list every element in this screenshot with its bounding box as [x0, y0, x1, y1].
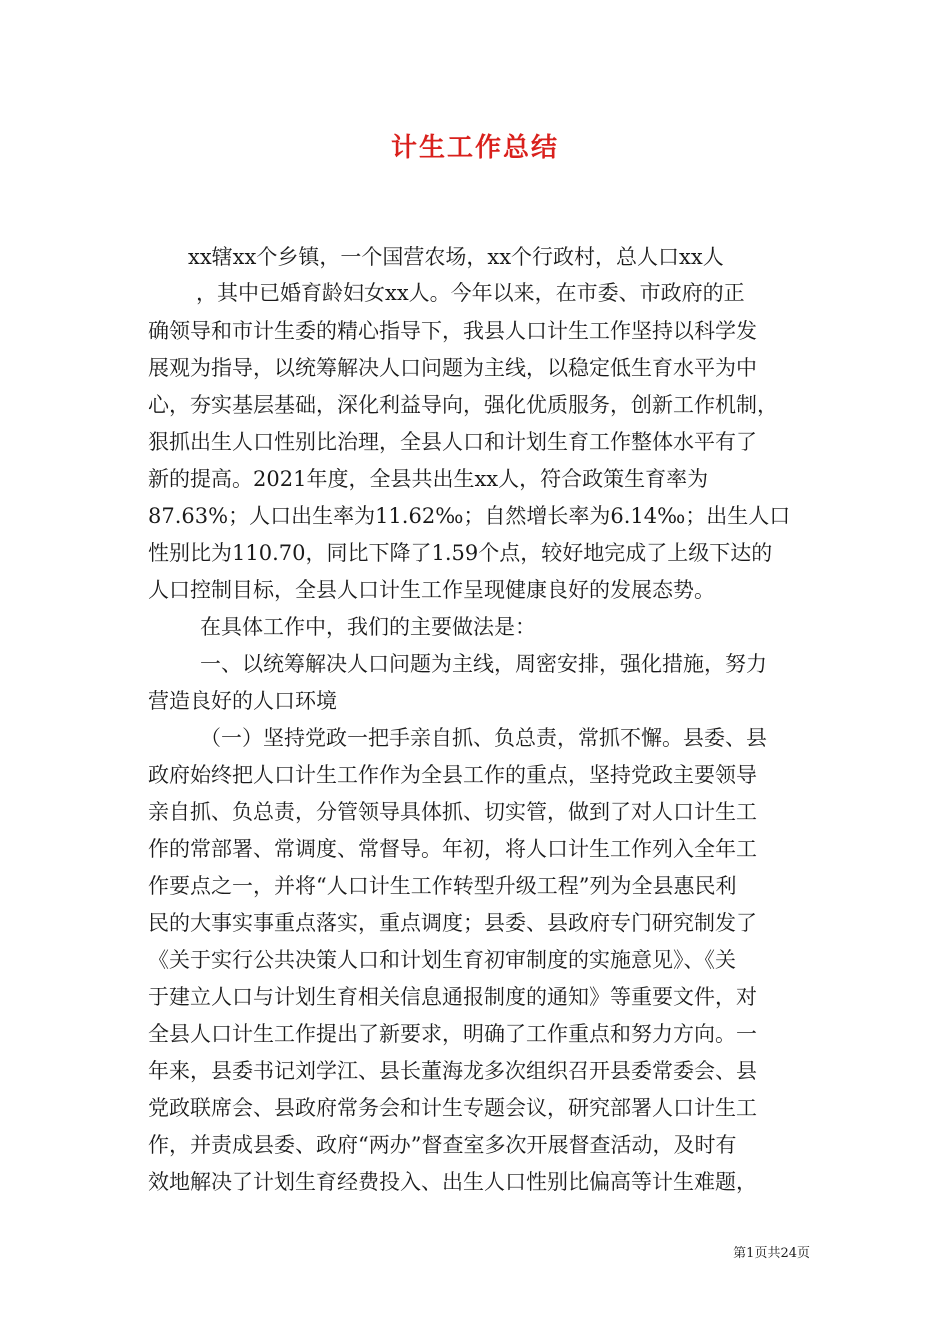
section-heading: 营造良好的人口环境 — [148, 689, 337, 713]
body-line: 《关于实行公共决策人口和计划生育初审制度的实施意见》、《关 — [148, 948, 736, 972]
body-line: 狠抓出生人口性别比治理，全县人口和计划生育工作整体水平有了 — [148, 430, 757, 454]
section-heading: 一、以统筹解决人口问题为主线，周密安排，强化措施，努力 — [200, 652, 767, 676]
subsection-line: （一）坚持党政一把手亲自抓、负总责，常抓不懈。县委、县 — [200, 726, 767, 750]
body-line: 于建立人口与计划生育相关信息通报制度的通知》等重要文件，对 — [148, 985, 757, 1009]
body-line: 民的大事实事重点落实，重点调度；县委、县政府专门研究制发了 — [148, 911, 757, 935]
body-line: 确领导和市计生委的精心指导下，我县人口计生工作坚持以科学发 — [148, 319, 757, 343]
body-line: ，其中已婚育龄妇女xx人。今年以来，在市委、市政府的正 — [196, 281, 745, 305]
body-line: 亲自抓、负总责，分管领导具体抓、切实管，做到了对人口计生工 — [148, 800, 757, 824]
body-line: 87.63%；人口出生率为11.62‰；自然增长率为6.14‰；出生人口 — [148, 504, 791, 528]
body-line: 在具体工作中，我们的主要做法是： — [200, 615, 536, 639]
body-line: 作要点之一，并将“人口计生工作转型升级工程”列为全县惠民利 — [148, 874, 737, 898]
body-line: 效地解决了计划生育经费投入、出生人口性别比偏高等计生难题， — [148, 1170, 757, 1194]
body-line: 展观为指导，以统筹解决人口问题为主线，以稳定低生育水平为中 — [148, 356, 757, 380]
page-number: 第1页共24页 — [733, 1246, 810, 1261]
body-line: 作，并责成县委、政府“两办”督查室多次开展督查活动，及时有 — [148, 1133, 737, 1157]
body-line: 新的提高。2021年度，全县共出生xx人，符合政策生育率为 — [148, 467, 709, 491]
document-title: 计生工作总结 — [390, 133, 559, 163]
body-line: 全县人口计生工作提出了新要求，明确了工作重点和努力方向。一 — [148, 1022, 757, 1046]
body-line: 政府始终把人口计生工作作为全县工作的重点，坚持党政主要领导 — [148, 763, 757, 787]
body-line: 作的常部署、常调度、常督导。年初，将人口计生工作列入全年工 — [148, 837, 757, 861]
body-line: 人口控制目标，全县人口计生工作呈现健康良好的发展态势。 — [148, 578, 715, 602]
body-line: 党政联席会、县政府常务会和计生专题会议，研究部署人口计生工 — [148, 1096, 757, 1120]
body-line: 心，夯实基层基础，深化利益导向，强化优质服务，创新工作机制， — [148, 393, 778, 417]
body-line: 性别比为110.70，同比下降了1.59个点，较好地完成了上级下达的 — [148, 541, 773, 565]
body-line: 年来，县委书记刘学江、县长董海龙多次组织召开县委常委会、县 — [148, 1059, 757, 1083]
body-line: xx辖xx个乡镇，一个国营农场，xx个行政村，总人口xx人 — [188, 245, 724, 269]
